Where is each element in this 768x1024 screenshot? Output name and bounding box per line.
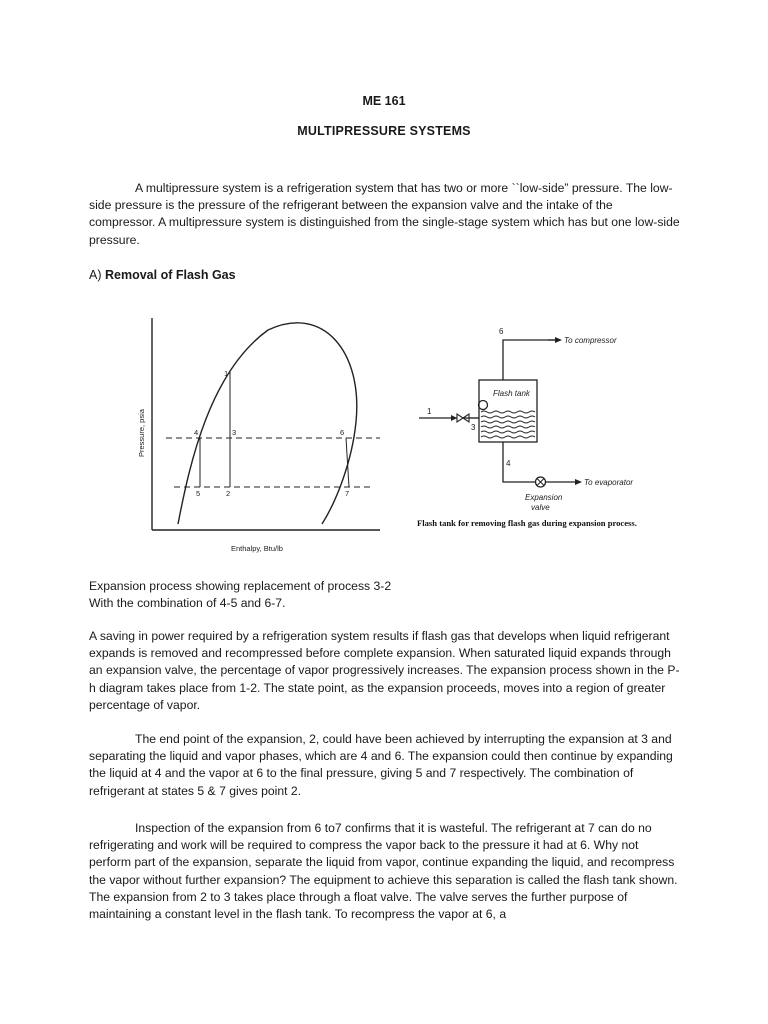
- point-6-label: 6: [340, 428, 345, 437]
- section-prefix: A): [89, 268, 102, 282]
- point-1-label: 1: [224, 369, 229, 378]
- vapor-line: [503, 340, 555, 380]
- figure-caption-line-2: With the combination of 4-5 and 6-7.: [89, 596, 286, 611]
- y-axis-label: Pressure, psia: [137, 409, 146, 457]
- flash-tank-figure: [405, 322, 663, 542]
- document-title: MULTIPRESSURE SYSTEMS: [297, 124, 471, 138]
- body-paragraph-2: A saving in power required by a refrigeration system results if flash gas that develops when liquid refrigerant expands is removed and recompressed before complete expansion. When saturated liquid expands through an expansion valve, the percentage of vapor progressively increases. The expansion process shown in the P-h diagram takes place from 1-2. The state point, as the expansion proceeds, moves into a region of greater percentage of vapor.: [89, 629, 680, 712]
- point-3-label: 3: [232, 428, 237, 437]
- intro-paragraph: A multipressure system is a refrigeration system that has two or more ``low-side” pressure. The low-side pressure is the pressure of the refrigerant between the expansion valve and the intake of the compressor. A multipressure system is distinguished from the single-stage system which has but one low-side pressure.: [89, 181, 680, 247]
- to-compressor-arrowhead: [555, 337, 562, 343]
- to-evaporator-arrowhead: [575, 479, 582, 485]
- float-icon: [479, 401, 488, 410]
- label-3: 3: [471, 423, 476, 432]
- label-1: 1: [427, 407, 432, 416]
- ph-diagram-figure: [118, 312, 390, 562]
- inlet-arrowhead: [451, 415, 457, 421]
- flash-tank-caption: Flash tank for removing flash gas during expansion process.: [417, 518, 637, 528]
- body-paragraph-3: The end point of the expansion, 2, could have been achieved by interrupting the expansion at 3 and separating the liquid and vapor phases, which are 4 and 6. The expansion could then continue by expanding the liquid at 4 and the vapor at 6 to the final pressure, giving 5 and 7 respectively. The combination of refrigerant at states 5 & 7 gives point 2.: [89, 732, 673, 798]
- label-6: 6: [499, 327, 504, 336]
- section-heading: [89, 268, 236, 282]
- point-2-label: 2: [226, 489, 231, 498]
- body-paragraph-4: Inspection of the expansion from 6 to7 confirms that it is wasteful. The refrigerant at 7 can do no refrigerating and work will be required to compress the vapor back to the pressure it had at 6. Why not perform part of the expansion, separate the liquid from vapor, continue expanding the liquid, and recompress the vapor without further expansion? The equipment to achieve this separation is called the flash tank shown. The expansion from 2 to 3 takes place through a float valve. The valve serves the further purpose of maintaining a constant level in the flash tank. To recompress the vapor at 6, a: [89, 821, 678, 922]
- section-title: Removal of Flash Gas: [104, 268, 236, 282]
- tank-liquid: [481, 411, 535, 438]
- point-5-label: 5: [196, 489, 201, 498]
- expansion-label: Expansion: [525, 493, 563, 502]
- valve-label: valve: [531, 503, 550, 512]
- to-evaporator-label: To evaporator: [584, 478, 634, 487]
- flash-tank-label: Flash tank: [493, 389, 530, 398]
- to-compressor-label: To compressor: [564, 336, 617, 345]
- figure-caption: [89, 578, 689, 612]
- course-code: ME 161: [362, 94, 406, 108]
- point-4-label: 4: [194, 428, 199, 437]
- saturation-dome: [178, 323, 357, 524]
- label-4: 4: [506, 459, 511, 468]
- point-7-label: 7: [345, 489, 350, 498]
- figure-caption-line-1: Expansion process showing replacement of process 3-2: [89, 579, 392, 593]
- x-axis-label: Enthalpy, Btu/lb: [231, 544, 283, 553]
